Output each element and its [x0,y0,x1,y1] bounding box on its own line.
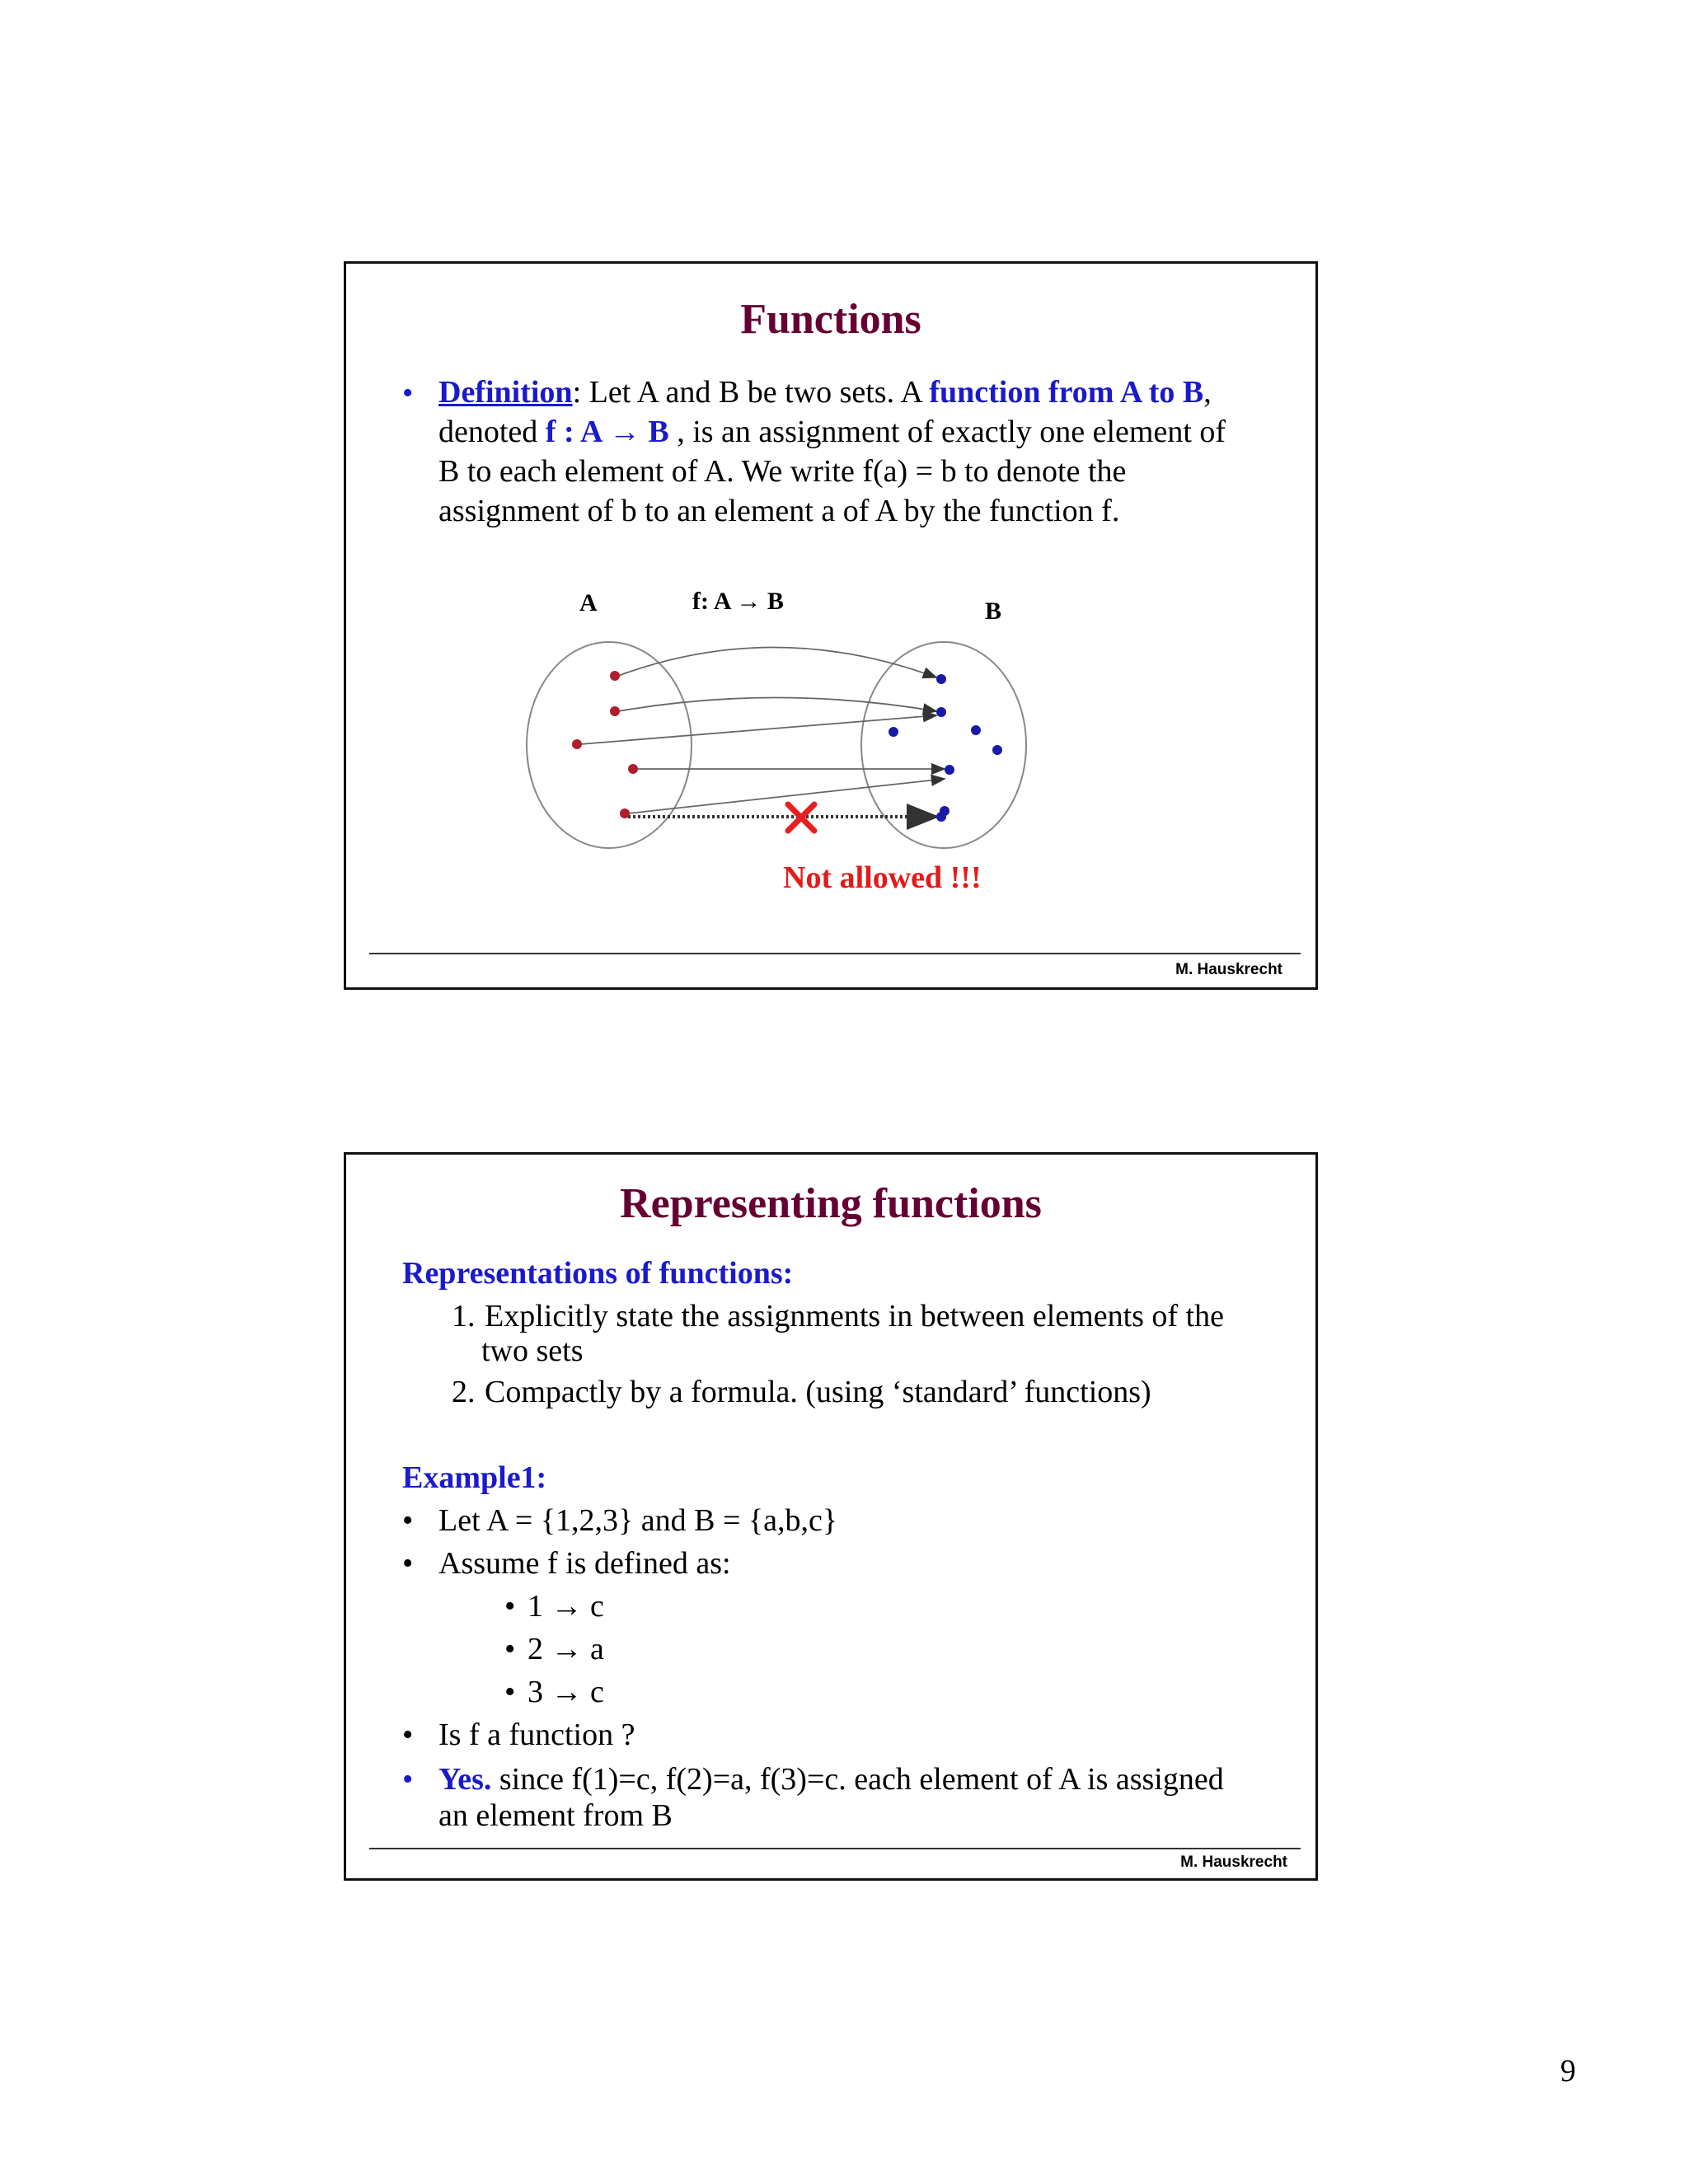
list-item-number: 2. [452,1375,476,1409]
codomain-points [889,674,1002,822]
footer-divider [369,1848,1301,1849]
mapping-item: 2 → a [528,1632,604,1666]
bullet-marker: • [402,1718,414,1752]
definition-text: , is an assignment of exactly one element of [668,415,1226,449]
not-allowed-label: Not allowed !!! [783,860,982,895]
mapping-arrow [580,715,936,744]
mapping-item: 1 → c [528,1589,604,1624]
answer-text: since f(1)=c, f(2)=a, f(3)=c. each element of A is assigned [491,1762,1224,1797]
mapping-arrow [618,698,936,712]
bullet-assume: Assume f is defined as: [438,1546,731,1581]
bullet-marker: • [402,1762,414,1797]
footer-divider [369,953,1301,954]
definition-line-4: assignment of b to an element a of A by the function f. [438,494,1120,528]
definition-text: : Let A and B be two sets. A [572,375,930,410]
definition-line-3: B to each element of A. We write f(a) = b to denote the [438,454,1127,489]
function-notation: f : A → B [545,415,669,449]
sub-bullet-marker: • [504,1589,516,1624]
definition-comma: , [1203,375,1212,410]
definition-term: Definition [438,375,573,410]
answer-line-1 [438,1761,1224,1797]
example-heading: Example1: [402,1460,547,1495]
bullet-sets: Let A = {1,2,3} and B = {a,b,c} [438,1503,838,1538]
footer-author: M. Hauskrecht [1175,961,1282,978]
set-b-label: B [985,598,1002,625]
slide-representing-functions [344,1152,1318,1881]
definition-text: denoted [438,415,546,449]
page-number: 9 [1560,2054,1576,2088]
subtitle: Representations of functions: [402,1256,794,1291]
set-a-ellipse [527,642,692,848]
footer-author: M. Hauskrecht [1180,1854,1287,1871]
bullet-marker: • [402,1503,414,1538]
sub-bullet-marker: • [504,1632,516,1666]
bullet-marker: • [402,1546,414,1581]
slide-title: Representing functions [620,1180,1042,1227]
function-label: f: A → B [692,588,784,615]
slide-title: Functions [740,296,921,343]
bullet-question: Is f a function ? [438,1718,635,1752]
answer-line-2: an element from B [438,1798,673,1833]
list-item-continuation: two sets [481,1333,584,1368]
mapping-arrow [628,779,945,813]
list-item-number: 1. [452,1299,476,1333]
function-highlight: function from A to B [929,375,1204,410]
mapping-item: 3 → c [528,1675,604,1709]
list-item-text: Explicitly state the assignments in between elements of the [485,1299,1224,1333]
slide-functions [344,261,1318,990]
sub-bullet-marker: • [504,1675,516,1709]
list-item-text: Compactly by a formula. (using ‘standard’ functions) [485,1375,1151,1409]
mapping-arrow [618,647,936,677]
bullet-marker: • [402,376,414,410]
answer-word: Yes. [438,1762,492,1797]
set-a-label: A [579,589,598,616]
